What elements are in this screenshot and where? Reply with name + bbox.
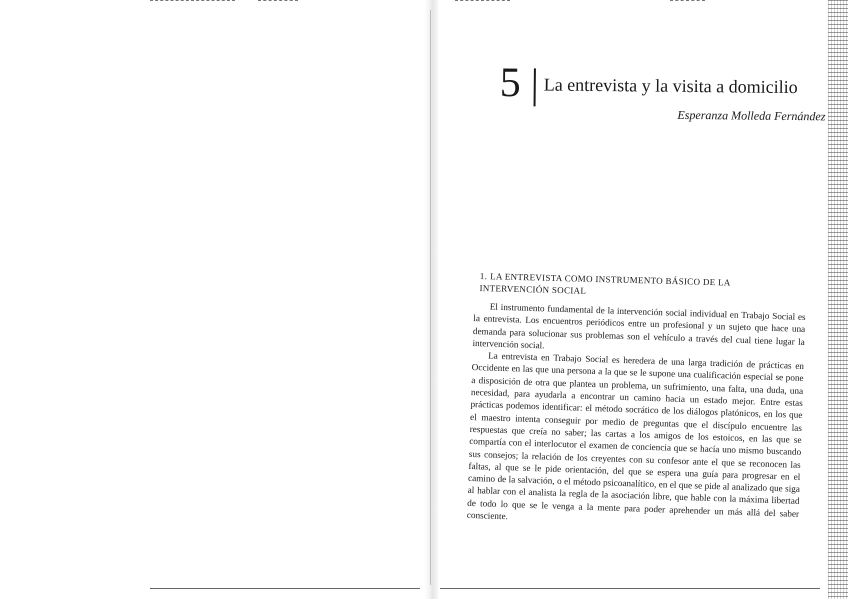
chapter-author: Esperanza Molleda Fernández — [677, 107, 826, 124]
scan-speck — [670, 0, 705, 7]
scan-edge-line — [150, 588, 420, 589]
scan-speck — [150, 0, 235, 7]
section-number: 1. — [479, 270, 488, 282]
body-text — [467, 300, 806, 532]
gutter-fold-line — [430, 10, 431, 585]
chapter-header — [499, 62, 830, 125]
scan-edge-line — [440, 588, 820, 589]
scan-speck — [258, 0, 298, 7]
paragraph: El instrumento fundamental de la intervención social individual en Trabajo Social es la entrevista. Los encuentros periódicos entre un profesional y un sujeto que hace una demanda para solucionar sus problemas son el vehículo a través del cual tiene lugar la intervención social. — [472, 301, 806, 351]
chapter-number: 5 — [499, 60, 522, 107]
paragraph: La entrevista en Trabajo Social es heredera de una larga tradición de prácticas en Occidente en las que una persona a la que se le supone una cualificación especial se pone a disposición de otra que plantea un problema, un sufrimiento, una falta, una duda, una necesidad, para ayudarla a encontrar un camino hacia un estado mejor. Entre estas prácticas podemos identificar: el método socrático de los diálogos platónicos, en los que el maestro intenta conseguir por medio de preguntas que el discípulo encuentre las respuestas que creía no saber; las cartas a los amigos de los estoicos, en las que se compartía con el interlocutor el examen de conciencia que se hacía uno mismo buscando sus consejos; la relación de los creyentes con su confesor ante el que se reconocen las faltas, al que se le pide orientación, del que se espera una guía para progresar en el camino de la salvación, o el método psicoanalítico, en el que se pide al analizado que siga al hablar con el analista la regla de la asociación libre, que hable con la máxima libertad de todo lo que se le venga a la mente para poder aprehender un más allá del saber consciente. — [466, 350, 805, 522]
right-page — [440, 0, 828, 599]
section-heading — [479, 270, 780, 302]
chapter-divider-bar — [534, 68, 536, 106]
scan-speck — [455, 0, 510, 7]
book-gutter — [424, 0, 438, 599]
scanned-page-edges — [828, 0, 848, 599]
section-heading-text: LA ENTREVISTA COMO INSTRUMENTO BÁSICO DE LA INTERVENCIÓN SOCIAL — [479, 271, 731, 296]
chapter-title: La entrevista y la visita a domicilio — [543, 74, 798, 98]
